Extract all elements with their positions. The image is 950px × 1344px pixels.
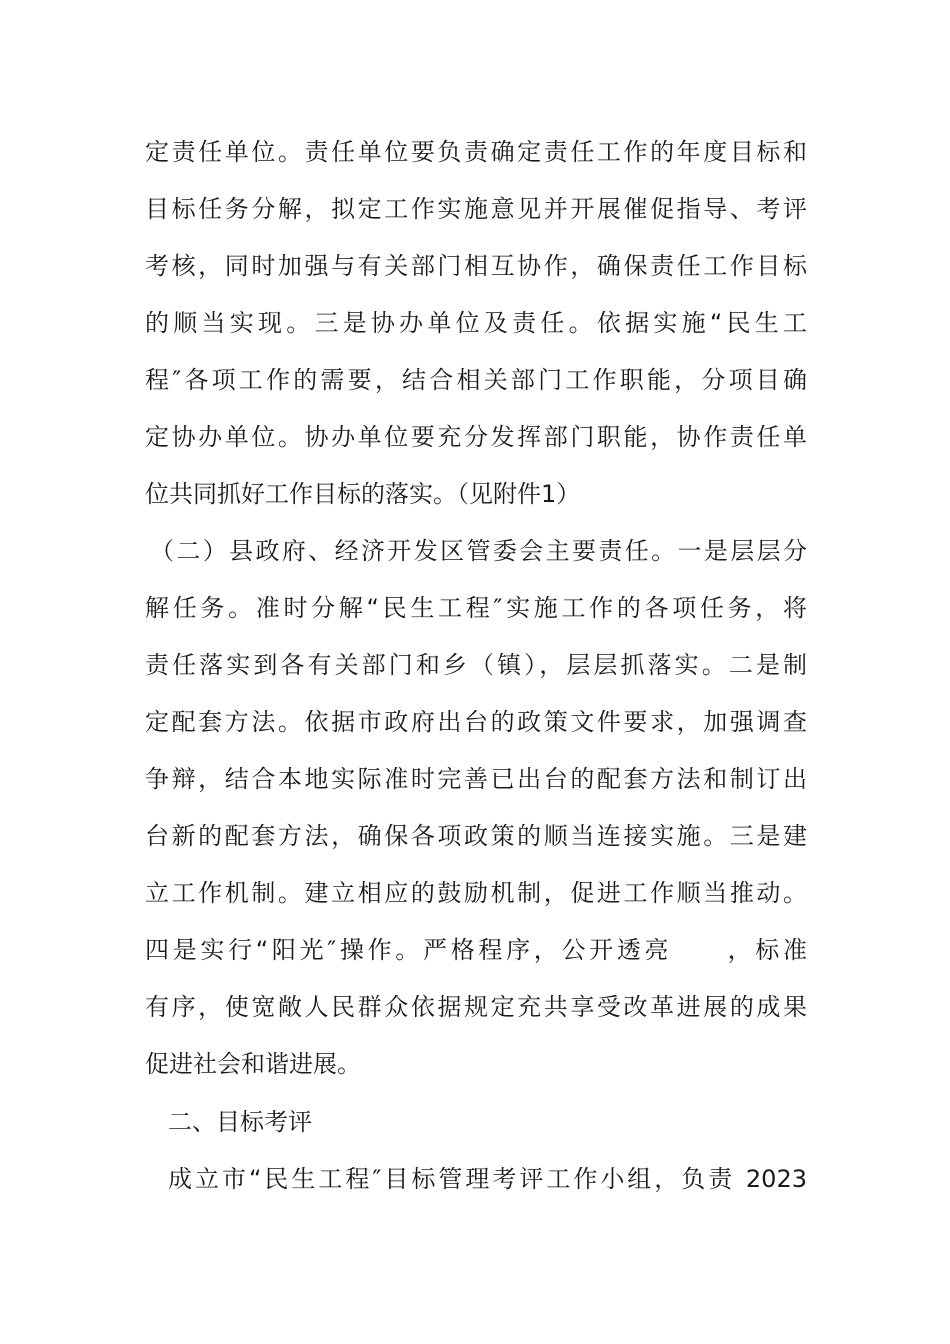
text-line-1: 定责任单位。责任单位要负责确定责任工作的年度目标和: [145, 138, 807, 166]
text-line-4: 的顺当实现。三是协办单位及责任。依据实施“民生工: [145, 309, 807, 337]
text-line-10: 责任落实到各有关部门和乡（镇），层层抓落实。二是制: [145, 651, 807, 679]
text-line-2: 目标任务分解，拟定工作实施意见并开展催促指导、考评: [145, 195, 807, 223]
section-heading: 二、目标考评: [168, 1108, 312, 1136]
text-line-17: 促进社会和谐进展。: [145, 1050, 361, 1078]
text-line-14: 立工作机制。建立相应的鼓励机制，促进工作顺当推动。: [145, 879, 807, 907]
text-line-16: 有序，使宽敞人民群众依据规定充共享受改革进展的成果: [145, 993, 807, 1021]
text-line-5: 程″各项工作的需要，结合相关部门工作职能，分项目确: [145, 366, 807, 394]
text-line-8: （二）县政府、经济开发区管委会主要责任。一是层层分: [150, 537, 807, 565]
text-line-3: 考核，同时加强与有关部门相互协作，确保责任工作目标: [145, 252, 807, 280]
text-line-9: 解任务。准时分解“民生工程″实施工作的各项任务，将: [145, 594, 807, 622]
text-line-12: 争辩，结合本地实际准时完善已出台的配套方法和制订出: [145, 765, 807, 793]
text-line-7: 位共同抓好工作目标的落实。（见附件1）: [145, 480, 581, 508]
text-line-6: 定协办单位。协办单位要充分发挥部门职能，协作责任单: [145, 423, 807, 451]
text-line-11: 定配套方法。依据市政府出台的政策文件要求，加强调查: [145, 708, 807, 736]
text-line-15: 四是实行“阳光″操作。严格程序，公开透亮 ，标准: [145, 936, 807, 964]
text-line-19: 成立市“民生工程″目标管理考评工作小组，负责 2023: [168, 1165, 807, 1193]
text-line-13: 台新的配套方法，确保各项政策的顺当连接实施。三是建: [145, 822, 807, 850]
